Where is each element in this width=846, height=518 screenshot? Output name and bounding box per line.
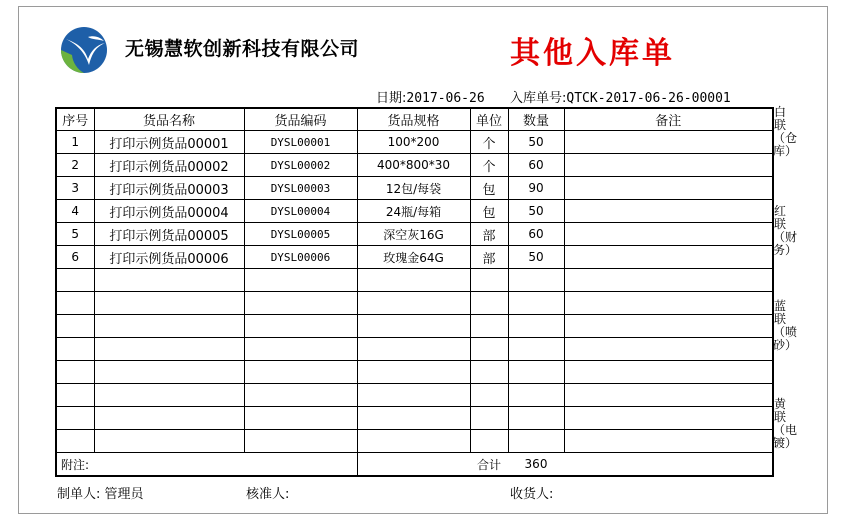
order-number-field — [510, 87, 731, 106]
cell-index: 2 — [56, 154, 94, 177]
cell-name: 打印示例货品00002 — [94, 154, 244, 177]
cell-index: 5 — [56, 223, 94, 246]
total-label: 合计 — [470, 453, 508, 477]
cell-spec: 深空灰16G — [357, 223, 470, 246]
col-header-spec: 货品规格 — [357, 108, 470, 131]
cell-index: 6 — [56, 246, 94, 269]
cell-code: DYSL00005 — [244, 223, 357, 246]
company-name: 无锡慧软创新科技有限公司 — [125, 38, 360, 60]
cell-code: DYSL00002 — [244, 154, 357, 177]
cell-code: DYSL00003 — [244, 177, 357, 200]
cell-remark — [564, 177, 773, 200]
cell-name: 打印示例货品00006 — [94, 246, 244, 269]
cell-name: 打印示例货品00001 — [94, 131, 244, 154]
cell-spec: 24瓶/每箱 — [357, 200, 470, 223]
cell-spec: 12包/每袋 — [357, 177, 470, 200]
cell-unit: 个 — [470, 154, 508, 177]
cell-remark — [564, 223, 773, 246]
cell-qty: 50 — [508, 200, 564, 223]
cell-name: 打印示例货品00003 — [94, 177, 244, 200]
col-header-unit: 单位 — [470, 108, 508, 131]
cell-spec: 100*200 — [357, 131, 470, 154]
cell-qty: 50 — [508, 131, 564, 154]
cell-remark — [564, 246, 773, 269]
table-row — [56, 154, 773, 177]
cell-qty: 60 — [508, 223, 564, 246]
cell-unit: 包 — [470, 177, 508, 200]
side-label-white: 白联（仓库） — [773, 105, 798, 158]
items-table — [55, 107, 774, 477]
empty-row — [56, 315, 773, 338]
approver-signature: 核准人: — [246, 487, 290, 502]
table-row — [56, 131, 773, 154]
cell-remark — [564, 200, 773, 223]
date-label: 日期: — [376, 91, 407, 106]
cell-index: 1 — [56, 131, 94, 154]
cell-unit: 部 — [470, 223, 508, 246]
cell-code: DYSL00004 — [244, 200, 357, 223]
cell-code: DYSL00006 — [244, 246, 357, 269]
table-row — [56, 223, 773, 246]
date-value: 2017-06-26 — [406, 91, 485, 106]
date-field — [376, 87, 485, 106]
cell-spec: 玫瑰金64G — [357, 246, 470, 269]
empty-row — [56, 338, 773, 361]
col-header-qty: 数量 — [508, 108, 564, 131]
cell-code: DYSL00001 — [244, 131, 357, 154]
cell-remark — [564, 154, 773, 177]
cell-name: 打印示例货品00004 — [94, 200, 244, 223]
maker-signature: 制单人: 管理员 — [57, 487, 144, 502]
order-number-value: QTCK-2017-06-26-00001 — [566, 91, 731, 106]
document-title: 其他入库单 — [510, 36, 675, 71]
cell-qty: 60 — [508, 154, 564, 177]
col-header-name: 货品名称 — [94, 108, 244, 131]
cell-index: 3 — [56, 177, 94, 200]
cell-spec: 400*800*30 — [357, 154, 470, 177]
cell-qty: 50 — [508, 246, 564, 269]
side-label-red: 红联（财务） — [773, 204, 798, 257]
empty-row — [56, 407, 773, 430]
table-row — [56, 177, 773, 200]
cell-name: 打印示例货品00005 — [94, 223, 244, 246]
col-header-code: 货品编码 — [244, 108, 357, 131]
col-header-index: 序号 — [56, 108, 94, 131]
company-logo — [58, 25, 110, 75]
empty-row — [56, 430, 773, 453]
total-value: 360 — [508, 453, 564, 477]
side-label-yellow: 黄联（电镀） — [773, 397, 798, 450]
col-header-remark: 备注 — [564, 108, 773, 131]
table-row — [56, 246, 773, 269]
table-row — [56, 200, 773, 223]
empty-row — [56, 292, 773, 315]
empty-row — [56, 269, 773, 292]
empty-row — [56, 361, 773, 384]
summary-row — [56, 453, 773, 477]
side-label-blue: 蓝联（喷砂） — [773, 299, 798, 352]
cell-index: 4 — [56, 200, 94, 223]
cell-unit: 包 — [470, 200, 508, 223]
cell-qty: 90 — [508, 177, 564, 200]
remark-label: 附注: — [56, 453, 357, 477]
empty-row — [56, 384, 773, 407]
cell-unit: 个 — [470, 131, 508, 154]
table-header — [56, 108, 773, 131]
order-number-label: 入库单号: — [510, 91, 567, 106]
receiver-signature: 收货人: — [510, 487, 554, 502]
cell-unit: 部 — [470, 246, 508, 269]
cell-remark — [564, 131, 773, 154]
